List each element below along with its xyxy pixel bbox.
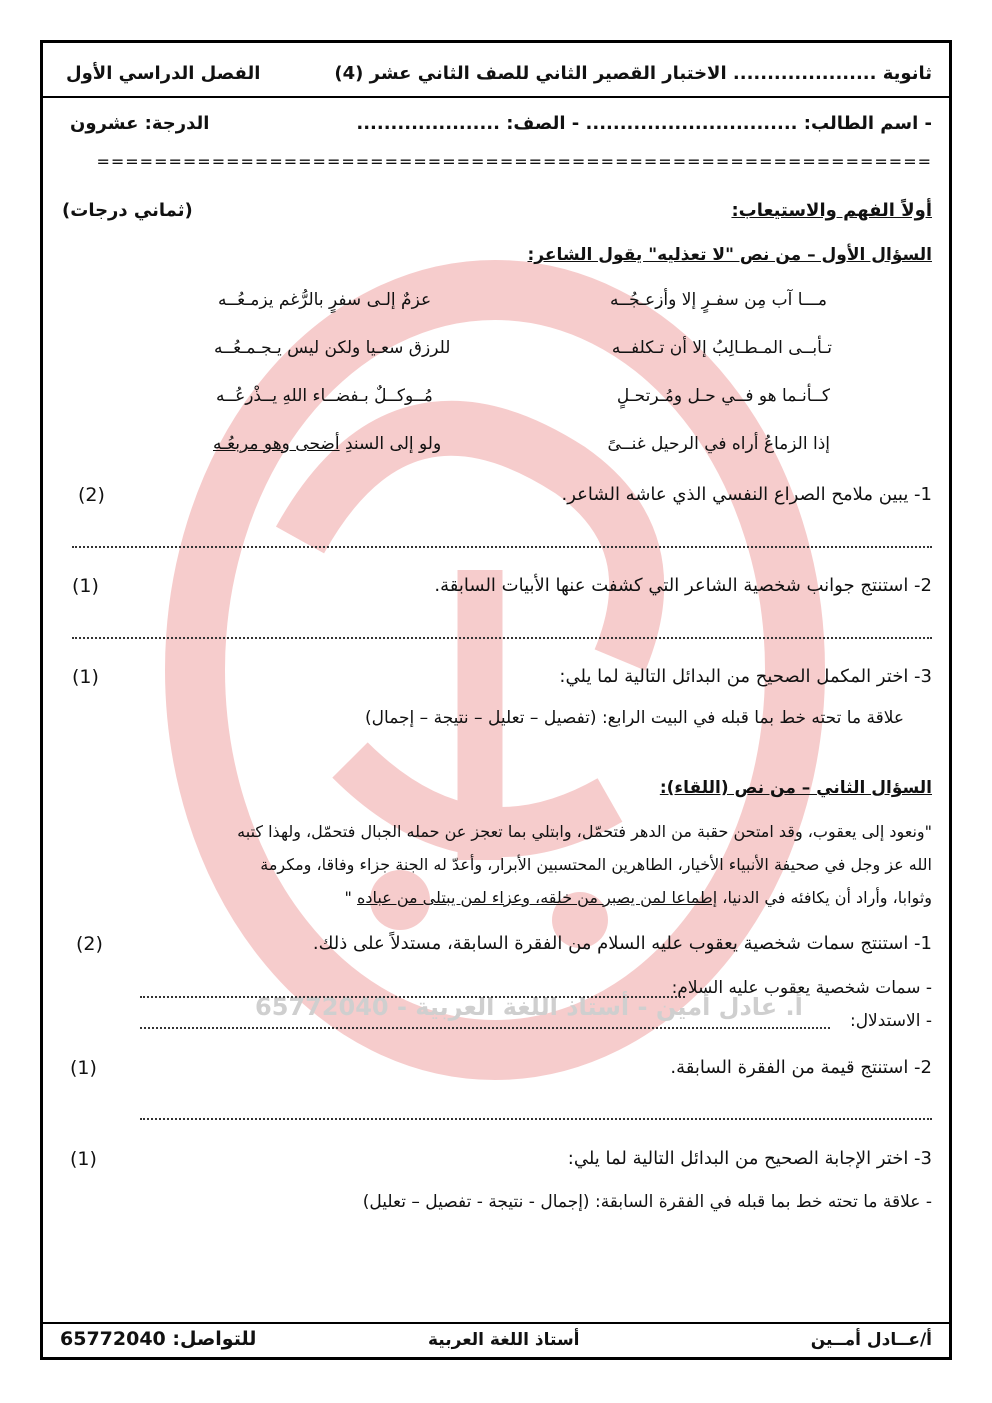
- verse-3-left: مُــوكــلٌ بـفضــاء اللهِ يــذْرعُــه: [216, 386, 433, 406]
- separator-line: ==========================================================: [96, 152, 932, 171]
- q1-item-2-mark: (1): [72, 575, 99, 597]
- q2-paragraph-underlined: إطماعا لمن يصبر من خلقه، وعزاء لمن يبتلى من عباده: [357, 888, 718, 907]
- q2-item-2: 2- استنتج قيمة من الفقرة السابقة.: [670, 1057, 932, 1078]
- q2-item-1: 1- استنتج سمات شخصية يعقوب عليه السلام من الفقرة السابقة، مستدلاً على ذلك.: [312, 933, 932, 954]
- answer-line[interactable]: [72, 546, 932, 548]
- footer-subject: أستاذ اللغة العربية: [428, 1330, 580, 1350]
- q2-paragraph-line-1: "ونعود إلى يعقوب، وقد امتحن حقبة من الدهر فتحمّل، وابتلي بما تعجز عن حمله الجبال فتحمّل، ولهذا كتبه: [237, 822, 932, 841]
- watermark-text: أ. عادل أمين - أستاذ اللغة العربية - 65772040: [255, 993, 803, 1021]
- section1-marks: (ثماني درجات): [62, 200, 193, 221]
- answer-line[interactable]: [140, 996, 685, 998]
- grade-label: الدرجة: عشرون: [70, 113, 210, 134]
- q2-item-2-mark: (1): [70, 1057, 97, 1079]
- verse-1-left: عزمٌ إلـى سفرٍ بالرُّغم يزمـعُــه: [218, 290, 432, 310]
- answer-line[interactable]: [140, 1118, 932, 1120]
- q2-traits-label: - سمات شخصية يعقوب عليه السلام:: [671, 978, 932, 998]
- q1-item-3-mark: (1): [72, 666, 99, 688]
- answer-line[interactable]: [72, 637, 932, 639]
- footer-teacher: أ/عــادل أمــين: [810, 1330, 932, 1350]
- q1-choice: علاقة ما تحته خط بما قبله في البيت الرابع: (تفصيل – تعليل – نتيجة – إجمال): [365, 708, 904, 728]
- q1-item-1: 1- يبين ملامح الصراع النفسي الذي عاشه الشاعر.: [561, 484, 932, 505]
- q1-item-1-mark: (2): [78, 484, 105, 506]
- verse-3-right: كــأنـما هو فــي حـل ومُـرتحـلٍ: [616, 386, 830, 406]
- q2-evidence-label: - الاستدلال:: [849, 1011, 932, 1031]
- verse-2-right: تـأبــى المـطـالِبُ إلا أن تـكلفــه: [611, 338, 832, 358]
- verse-4-left-underlined: أضحى وهو مربعُـه: [213, 434, 340, 454]
- footer-divider: [40, 1322, 952, 1324]
- q2-item-3-mark: (1): [70, 1148, 97, 1170]
- verse-4-right: إذا الزماعُ أراه في الرحيل غنــىً: [607, 434, 830, 454]
- verse-4-left-plain: ولو إلى السندِ: [339, 434, 442, 454]
- header-term: الفصل الدراسي الأول: [66, 63, 261, 84]
- header-school-title: ثانوية ..................... الاختبار القصير الثاني للصف الثاني عشر (4): [334, 63, 932, 84]
- header-divider: [40, 96, 952, 98]
- q1-item-3: 3- اختر المكمل الصحيح من البدائل التالية لما يلي:: [559, 666, 932, 687]
- q1-item-2: 2- استنتج جوانب شخصية الشاعر التي كشفت عنها الأبيات السابقة.: [434, 575, 932, 596]
- footer-contact: للتواصل: 65772040: [60, 1328, 257, 1350]
- q2-paragraph-end: ": [344, 888, 357, 907]
- q2-paragraph-plain: وثوابا، وأراد أن يكافئه في الدنيا،: [717, 888, 932, 907]
- q2-title: السؤال الثاني – من نص (اللقاء):: [659, 778, 932, 798]
- answer-line[interactable]: [140, 1027, 830, 1029]
- q2-item-3: 3- اختر الإجابة الصحيح من البدائل التالية لما يلي:: [567, 1148, 932, 1169]
- verse-1-right: مـــا آب مِن سفـرٍ إلا وأزعـجُــه: [610, 290, 827, 310]
- verse-4-left: [213, 434, 441, 454]
- q2-paragraph-line-2: الله عز وجل في صحيفة الأنبياء الأخيار، الطاهرين المحتسبين الأبرار، وأعدّ له الجنة جزاء وفاقا، ومكرمة: [260, 855, 932, 874]
- q1-title: السؤال الأول – من نص "لا تعذليه" يقول الشاعر:: [527, 245, 932, 265]
- section1-title: أولاً الفهم والاستيعاب:: [731, 200, 932, 221]
- q2-paragraph-line-3: [345, 888, 932, 907]
- q2-choice: - علاقة ما تحته خط بما قبله في الفقرة السابقة: (إجمال - نتيجة - تفصيل – تعليل): [362, 1192, 932, 1212]
- q2-item-1-mark: (2): [76, 933, 103, 955]
- verse-2-left: للرزق سعـيا ولكن ليس يـجـمـعُــه: [214, 338, 451, 358]
- student-info: - اسم الطالب: ............................... - الصف: .....................: [356, 113, 932, 134]
